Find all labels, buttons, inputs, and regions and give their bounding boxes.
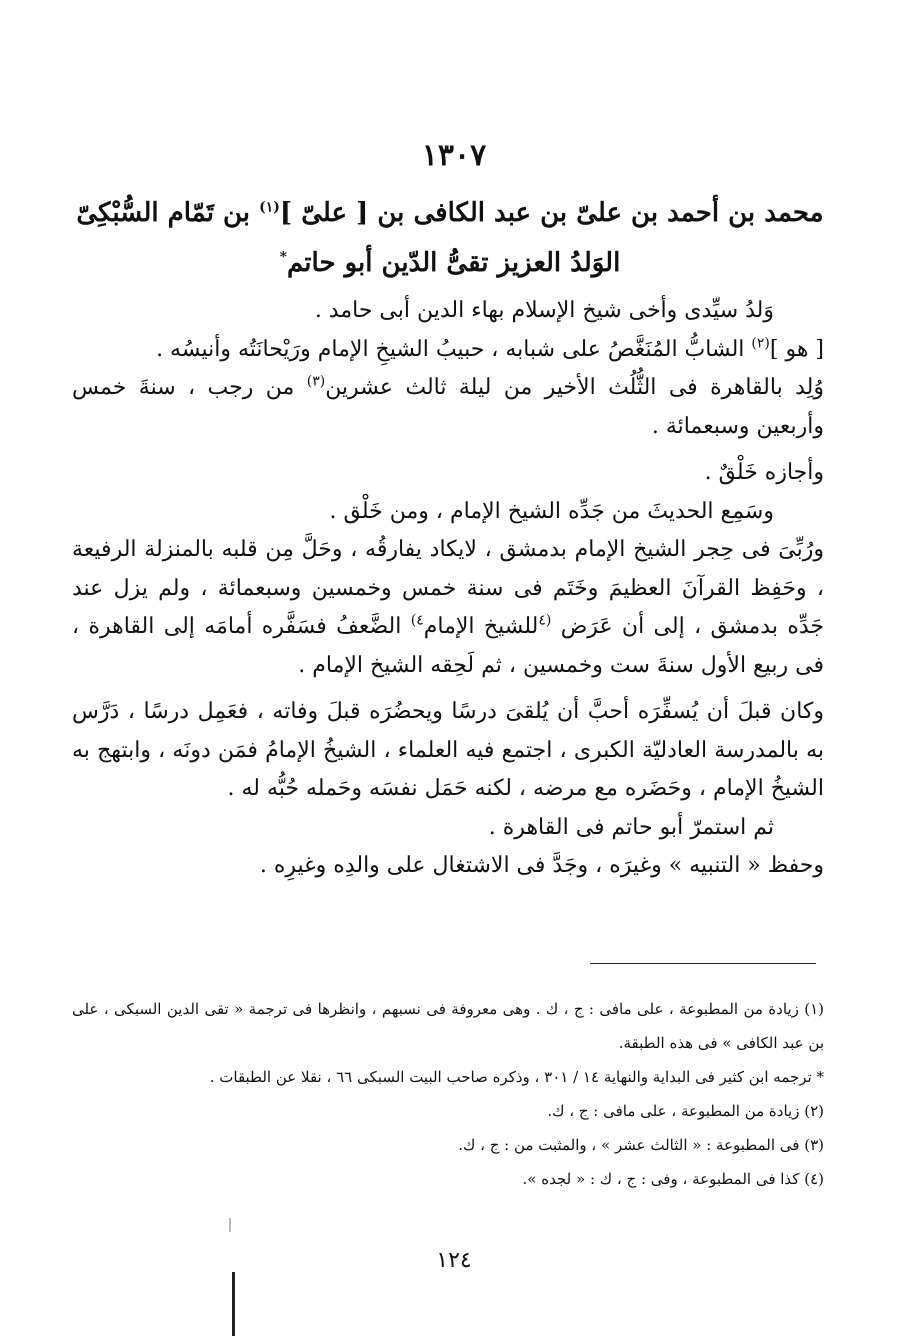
- title-line-2: [60, 238, 840, 288]
- title-line-2-text: الوَلدُ العزيز تقىُّ الدّين أبو حاتم: [287, 248, 621, 278]
- paragraph-3: [72, 369, 824, 446]
- asterisk-mark: *: [279, 249, 287, 266]
- page-number: ١٢٤: [436, 1248, 472, 1273]
- title-line-1-text-end: بن تَمّام السُّبْكِىّ: [76, 198, 260, 228]
- scan-mark: [229, 1218, 231, 1232]
- paragraph-3-text: وُلِد بالقاهرة فى الثُّلُث الأخير من ليلة ثالث عشرين: [325, 375, 824, 400]
- paragraph-7: وكان قبلَ أن يُسفِّرَه أحبَّ أن يُلقىَ درسًا ويحضُرَه قبلَ وفاته ، فعَمِل درسًا ، دَرَّس به بالمدرسة العادليّة الكبرى ، اجتمع فيه العلماء ، الشيخُ الإمامُ فمَن دونَه ، وابتهج به الشيخُ الإمام ، وحَضَره مع مرضه ، لكنه حَمَل نفسَه وحَمله حُبُّه له .: [72, 699, 824, 801]
- footnote-2: (٢) زيادة من المطبوعة ، على مافى : ج ، ك.: [547, 1102, 824, 1120]
- paragraph-2-text: [ هو ]: [769, 336, 824, 362]
- title-line-1-text: محمد بن أحمد بن علىّ بن عبد الكافى بن [ علىّ ]: [279, 198, 824, 228]
- paragraph-9: وحفظ « التنبيه » وغيرَه ، وجَدَّ فى الاشتغال على والدِه وغيرِه .: [259, 853, 824, 878]
- paragraph-6-text: ورُبِّىَ فى حِجر الشيخ الإمام بدمشق ، لايكاد يفارقُه ، وحَلَّ مِن قلبه بالمنزلة الرفيعة ، وحَفِظ القرآنَ العظيمَ وخَتَم فى سنة خمس وخمسين وسبعمائة ، ولم يزل عند جَدِّه بدمشق ، إلى أن عَرَض: [72, 537, 825, 639]
- footnote-ref-3: (٣): [306, 373, 326, 390]
- footnote-star: * ترجمه ابن كثير فى البداية والنهاية ١٤ / ٣٠١ ، وذكره صاحب البيت السبكى ٦٦ ، نقلا عن الطبقات .: [209, 1068, 824, 1086]
- paragraph-6: [72, 531, 824, 685]
- paragraph-8: ثم استمرّ أبو حاتم فى القاهرة .: [488, 814, 774, 840]
- entry-number: ١٣٠٧: [421, 138, 487, 173]
- paragraph-6-text-end: الضَّعفُ فسَفَّره أمامَه إلى القاهرة ، فى ربيع الأول سنةَ ست وخمسين ، ثم لَحِقه الشيخ الإمام .: [72, 614, 824, 678]
- footnote-ref-1: (١): [259, 199, 280, 216]
- footnote-ref-4-close: ٤): [410, 612, 424, 629]
- paragraph-2-text-end: الشابُّ المُنَغَّصُ على شبابه ، حبيبُ الشيخِ الإمام ورَيْحانَتُه وأنيسُه .: [156, 336, 752, 362]
- footnote-separator: [590, 963, 816, 964]
- paragraph-6-inner: للشيخ الإمام: [423, 614, 539, 639]
- footnote-ref-2: (٢): [751, 335, 770, 352]
- binding-mark: [232, 1272, 235, 1336]
- footnotes: [72, 992, 824, 1196]
- paragraph-2: [72, 331, 824, 370]
- footnote-3: (٣) فى المطبوعة : « الثالث عشر » ، والمثبت من : ج ، ك.: [458, 1136, 824, 1154]
- paragraph-3-text-end: من رجب ، سنةَ خمس وأربعين وسبعمائة .: [72, 375, 824, 439]
- body-text: [72, 292, 824, 886]
- paragraph-1: وَلدُ سيِّدى وأخى شيخ الإسلام بهاء الدين أبى حامد .: [314, 298, 774, 323]
- footnote-ref-4-open: (٤: [538, 612, 552, 629]
- entry-title: [60, 188, 840, 288]
- paragraph-5: وسَمِع الحديثَ من جَدِّه الشيخ الإمام ، ومن خَلْق .: [329, 498, 774, 524]
- footnote-1: (١) زيادة من المطبوعة ، على مافى : ج ، ك . وهى معروفة فى نسبهم ، وانظرها فى ترجمة « تقى الدين السبكى ، على بن عبد الكافى » فى هذه الطبقة.: [72, 1000, 824, 1052]
- paragraph-4: وأجازه خَلْقٌ .: [704, 460, 824, 485]
- title-line-1: [60, 188, 840, 238]
- footnote-4: (٤) كذا فى المطبوعة ، وفى : ج ، ك : « لجده ».: [522, 1170, 824, 1188]
